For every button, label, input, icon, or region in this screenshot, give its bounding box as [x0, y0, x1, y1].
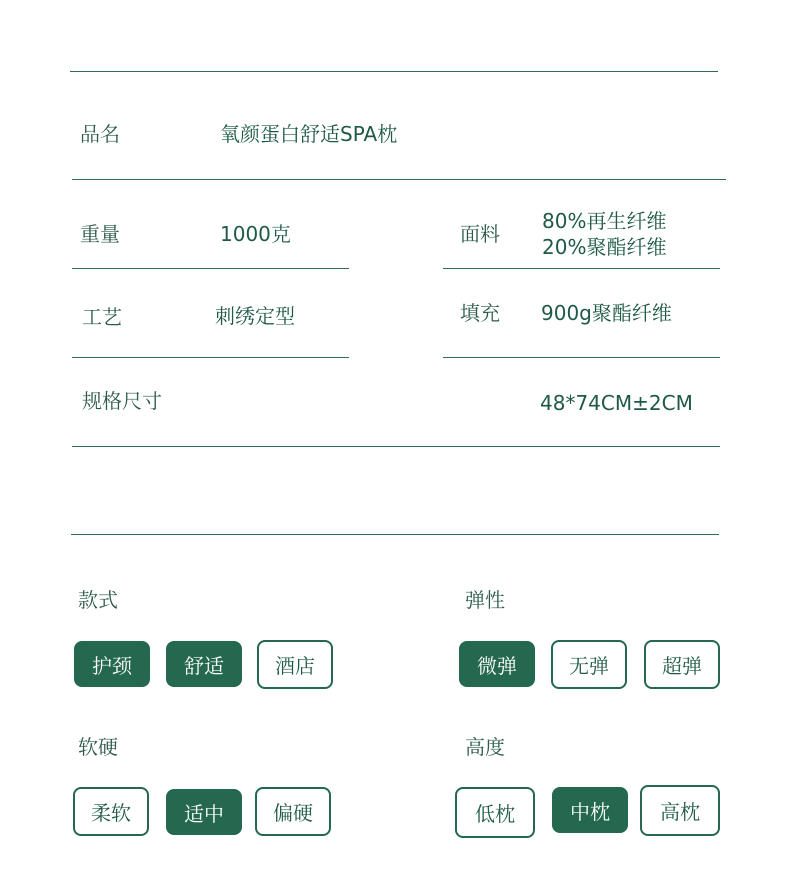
size-label: 规格尺寸 [82, 389, 162, 413]
height-chip-mid[interactable]: 中枕 [552, 787, 628, 833]
section-divider [71, 534, 719, 535]
height-chip-low[interactable]: 低枕 [455, 787, 535, 838]
filling-label: 填充 [460, 301, 500, 325]
craft-label: 工艺 [82, 305, 122, 329]
top-divider [70, 71, 718, 72]
fabric-value-line-1: 80%再生纤维 [542, 209, 667, 233]
firmness-chip-soft[interactable]: 柔软 [73, 787, 149, 836]
row-divider-fabric-right [443, 268, 720, 269]
row-divider-weight-left [72, 268, 349, 269]
filling-value: 900g聚酯纤维 [541, 301, 672, 325]
weight-label: 重量 [80, 222, 120, 246]
elasticity-option-label: 弹性 [465, 588, 505, 612]
size-value: 48*74CM±2CM [540, 391, 693, 415]
weight-value: 1000克 [220, 222, 291, 246]
firmness-chip-firm[interactable]: 偏硬 [255, 787, 331, 836]
height-chip-high[interactable]: 高枕 [640, 785, 720, 836]
row-divider-name [72, 179, 726, 180]
row-divider-filling-right [443, 357, 720, 358]
row-divider-craft-left [72, 357, 349, 358]
style-chip-neck[interactable]: 护颈 [74, 641, 150, 687]
elasticity-chip-super[interactable]: 超弹 [644, 640, 720, 689]
style-chip-comfort[interactable]: 舒适 [166, 641, 242, 687]
craft-value: 刺绣定型 [215, 304, 295, 328]
fabric-label: 面料 [460, 222, 500, 246]
product-name-label: 品名 [80, 122, 120, 146]
product-name-value: 氧颜蛋白舒适SPA枕 [220, 122, 398, 146]
style-chip-hotel[interactable]: 酒店 [257, 640, 333, 689]
fabric-value-line-2: 20%聚酯纤维 [542, 235, 667, 259]
style-option-label: 款式 [78, 588, 118, 612]
row-divider-size [72, 446, 720, 447]
firmness-option-label: 软硬 [78, 735, 118, 759]
elasticity-chip-slight[interactable]: 微弹 [459, 641, 535, 687]
height-option-label: 高度 [465, 735, 505, 759]
elasticity-chip-none[interactable]: 无弹 [551, 640, 627, 689]
firmness-chip-medium[interactable]: 适中 [166, 789, 242, 835]
